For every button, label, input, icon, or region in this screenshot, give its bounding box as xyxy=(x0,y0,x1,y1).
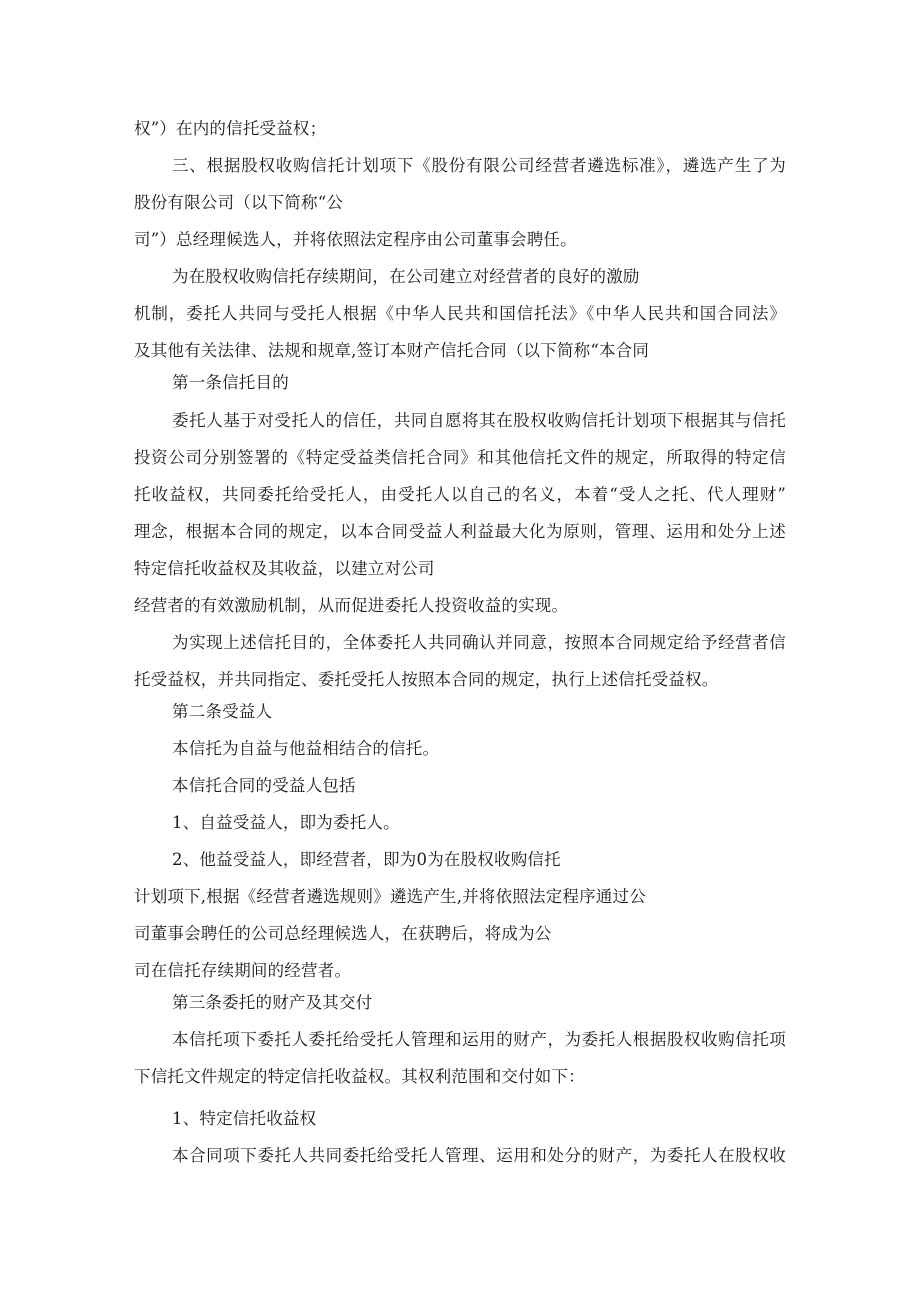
text-line: 托受益权，并共同指定、委托受托人按照本合同的规定，执行上述信托受益权。 xyxy=(134,670,719,689)
text-line: 司董事会聘任的公司总经理候选人，在获聘后，将成为公 xyxy=(134,924,552,943)
list-item: 1、特定信托收益权 xyxy=(172,1109,317,1128)
text-line: 机制，委托人共同与受托人根据《中华人民共和国信托法》《中华人民共和国合同法》 xyxy=(134,304,786,323)
text-line: 下信托文件规定的特定信托收益权。其权利范围和交付如下： xyxy=(134,1067,585,1086)
section-heading: 第一条信托目的 xyxy=(172,373,289,392)
text-line: 三、根据股权收购信托计划项下《股份有限公司经营者遴选标准》，遴选产生了为 xyxy=(172,156,786,175)
text-line: 投资公司分别签署的《特定受益类信托合同》和其他信托文件的规定，所取得的特定信 xyxy=(134,448,786,467)
section-heading: 第二条受益人 xyxy=(172,702,273,721)
list-item: 1、自益受益人，即为委托人。 xyxy=(172,813,400,832)
text-line: 本信托合同的受益人包括 xyxy=(172,776,356,795)
text-line: 及其他有关法律、法规和规章,签订本财产信托合同（以下简称“本合同 xyxy=(134,341,650,360)
text-line: 司”）总经理候选人，并将依照法定程序由公司董事会聘任。 xyxy=(134,230,577,249)
text-line: 权”）在内的信托受益权； xyxy=(134,119,327,138)
text-line: 特定信托收益权及其收益，以建立对公司 xyxy=(134,559,435,578)
text-line: 本信托为自益与他益相结合的信托。 xyxy=(172,739,440,758)
text-line: 本信托项下委托人委托给受托人管理和运用的财产，为委托人根据股权收购信托项 xyxy=(172,1030,786,1049)
text-line: 本合同项下委托人共同委托给受托人管理、运用和处分的财产，为委托人在股权收 xyxy=(172,1146,786,1165)
text-line: 计划项下,根据《经营者遴选规则》遴选产生,并将依照法定程序通过公 xyxy=(134,887,646,906)
text-line: 经营者的有效激励机制，从而促进委托人投资收益的实现。 xyxy=(134,596,569,615)
text-line: 司在信托存续期间的经营者。 xyxy=(134,961,352,980)
text-line: 为实现上述信托目的，全体委托人共同确认并同意，按照本合同规定给予经营者信 xyxy=(172,633,786,652)
text-line: 理念，根据本合同的规定，以本合同受益人利益最大化为原则，管理、运用和处分上述 xyxy=(134,522,786,541)
text-line: 托收益权，共同委托给受托人，由受托人以自己的名义，本着“受人之托、代人理财” xyxy=(134,485,786,504)
list-item: 2、他益受益人，即经营者，即为0为在股权收购信托 xyxy=(172,850,561,869)
text-line: 为在股权收购信托存续期间，在公司建立对经营者的良好的激励 xyxy=(172,267,640,286)
section-heading: 第三条委托的财产及其交付 xyxy=(172,993,373,1012)
text-line: 委托人基于对受托人的信任，共同自愿将其在股权收购信托计划项下根据其与信托 xyxy=(172,411,786,430)
text-line: 股份有限公司（以下简称“公 xyxy=(134,193,344,212)
